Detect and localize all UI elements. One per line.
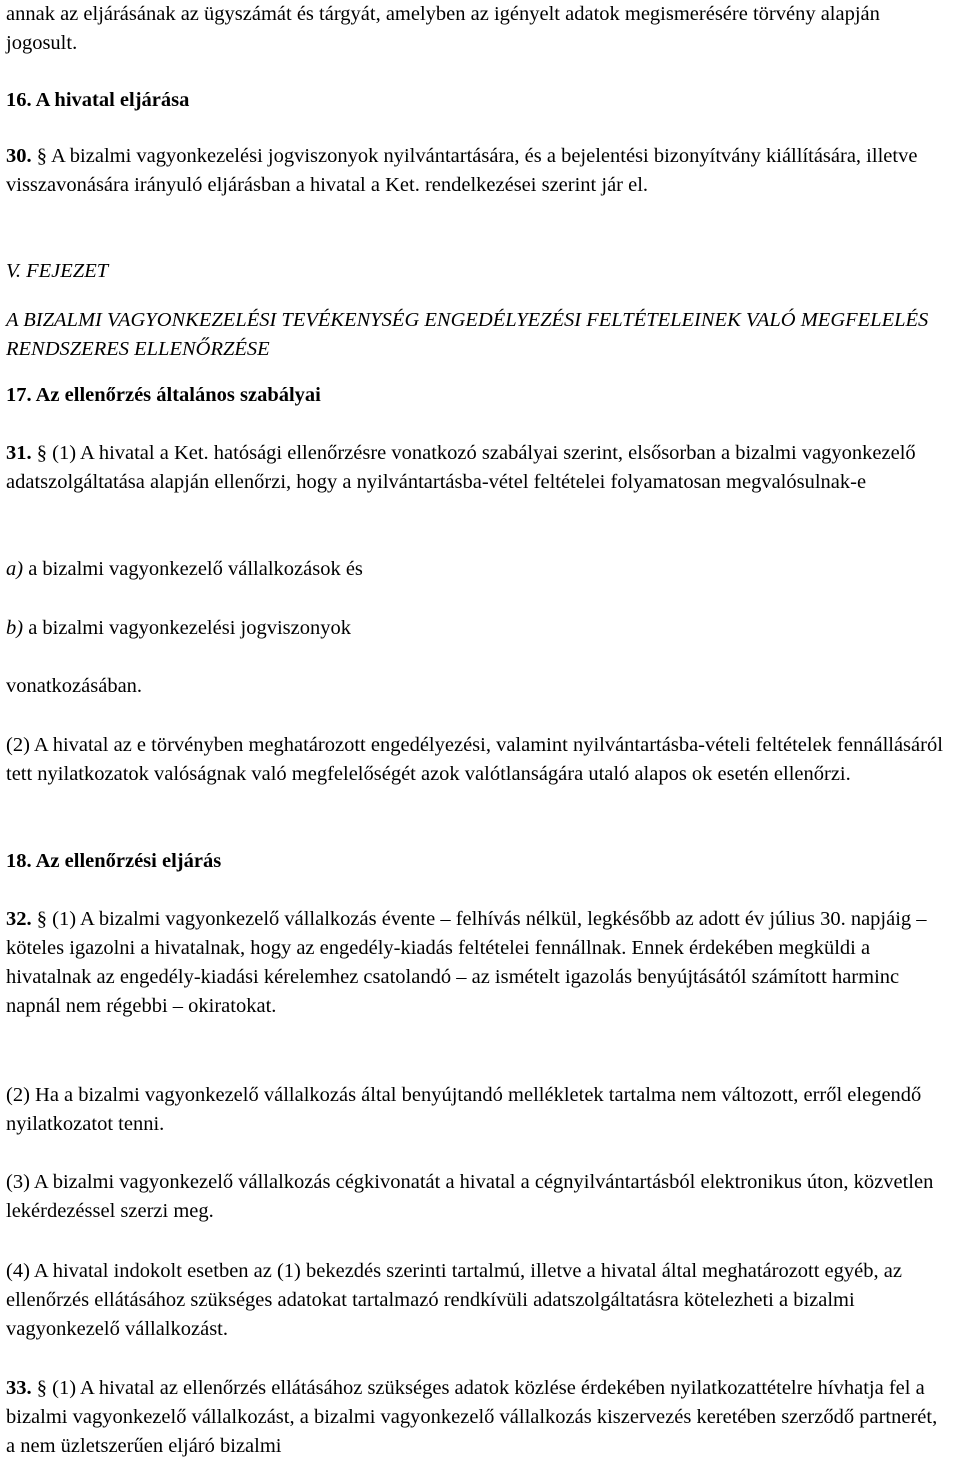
paragraph-text: (1) A bizalmi vagyonkezelő vállalkozás évente – felhívás nélkül, legkésőbb az adott év július 30. napjáig – köteles igazolni a hivatalnak, hogy az engedély-kiadás feltételei fennállnak. Ennek érdekében megküldi a hivatalnak az engedély-kiadási kérelemhez csatolandó – az ismételt igazolás benyújtásától számított harminc napnál nem régebbi – okiratokat.	[6, 908, 927, 1017]
list-marker: a)	[6, 558, 24, 580]
list-item-a	[6, 555, 946, 584]
section-heading-17	[6, 381, 946, 410]
chapter-title	[6, 306, 946, 364]
paragraph-text: vonatkozásában.	[6, 675, 143, 697]
section-sign-icon: §	[36, 908, 47, 930]
heading-text: 18. Az ellenőrzési eljárás	[6, 850, 222, 872]
paragraph-text: (4) A hivatal indokolt esetben az (1) bekezdés szerinti tartalmú, illetve a hivatal által meghatározott egyéb, az ellenőrzés ellátásához szükséges adatokat tartalmazó rendkívüli adatszolgáltatásra kötelezheti a bizalmi vagyonkezelő vállalkozást.	[6, 1260, 902, 1340]
paragraph-text: (1) A hivatal a Ket. hatósági ellenőrzésre vonatkozó szabályai szerint, elsősorban a bizalmi vagyonkezelő adatszolgáltatása alapján ellenőrzi, hogy a nyilvántartásba-vétel feltételei folyamatosan megvalósulnak-e	[6, 442, 916, 493]
paragraph-number: 33.	[6, 1377, 32, 1399]
paragraph-31-1	[6, 439, 946, 497]
chapter-heading	[6, 257, 946, 286]
paragraph-text: A bizalmi vagyonkezelési jogviszonyok nyilvántartására, és a bejelentési bizonyítvány kiállítására, illetve visszavonására irányuló eljárásban a hivatal a Ket. rendelkezései szerint jár el.	[6, 145, 918, 196]
section-sign-icon: §	[36, 145, 47, 167]
paragraph-31-2	[6, 731, 946, 789]
paragraph-32-3	[6, 1168, 946, 1226]
paragraph-32-1	[6, 905, 946, 1021]
paragraph-text: (1) A hivatal az ellenőrzés ellátásához szükséges adatok közlése érdekében nyilatkozattételre hívhatja fel a bizalmi vagyonkezelő vállalkozást, a bizalmi vagyonkezelő vállalkozás kiszervezés keretében szerződő partnerét, a nem üzletszerűen eljáró bizalmi	[6, 1377, 938, 1457]
paragraph-33-1	[6, 1374, 946, 1461]
section-heading-18	[6, 847, 946, 876]
chapter-title-text: A BIZALMI VAGYONKEZELÉSI TEVÉKENYSÉG ENGEDÉLYEZÉSI FELTÉTELEINEK VALÓ MEGFELELÉS RENDSZERES ELLENŐRZÉSE	[6, 309, 929, 360]
list-item-text: a bizalmi vagyonkezelési jogviszonyok	[28, 617, 351, 639]
heading-text: 16. A hivatal eljárása	[6, 89, 190, 111]
list-marker: b)	[6, 617, 24, 639]
paragraph-intro	[6, 0, 946, 58]
paragraph-32-4	[6, 1257, 946, 1344]
heading-text: 17. Az ellenőrzés általános szabályai	[6, 384, 321, 406]
paragraph-32-2	[6, 1081, 946, 1139]
paragraph-30	[6, 142, 946, 200]
list-item-b	[6, 614, 946, 643]
chapter-label: V. FEJEZET	[6, 260, 109, 282]
paragraph-text: (3) A bizalmi vagyonkezelő vállalkozás cégkivonatát a hivatal a cégnyilvántartásból elektronikus úton, közvetlen lekérdezéssel szerzi meg.	[6, 1171, 934, 1222]
paragraph-number: 32.	[6, 908, 32, 930]
paragraph-text: (2) Ha a bizalmi vagyonkezelő vállalkozás által benyújtandó mellékletek tartalma nem változott, erről elegendő nyilatkozatot tenni.	[6, 1084, 922, 1135]
paragraph-text: (2) A hivatal az e törvényben meghatározott engedélyezési, valamint nyilvántartásba-vételi feltételek fennállásáról tett nyilatkozatok valóságnak való megfelelőségét azok valótlanságára utaló alapos ok esetén ellenőrzi.	[6, 734, 943, 785]
section-sign-icon: §	[36, 442, 47, 464]
section-sign-icon: §	[36, 1377, 47, 1399]
list-item-text: a bizalmi vagyonkezelő vállalkozások és	[28, 558, 363, 580]
paragraph-text: annak az eljárásának az ügyszámát és tárgyát, amelyben az igényelt adatok megismerésére törvény alapján jogosult.	[6, 3, 880, 54]
paragraph-number: 31.	[6, 442, 32, 464]
section-heading-16	[6, 86, 946, 115]
paragraph-number: 30.	[6, 145, 32, 167]
paragraph-31-end	[6, 672, 946, 701]
